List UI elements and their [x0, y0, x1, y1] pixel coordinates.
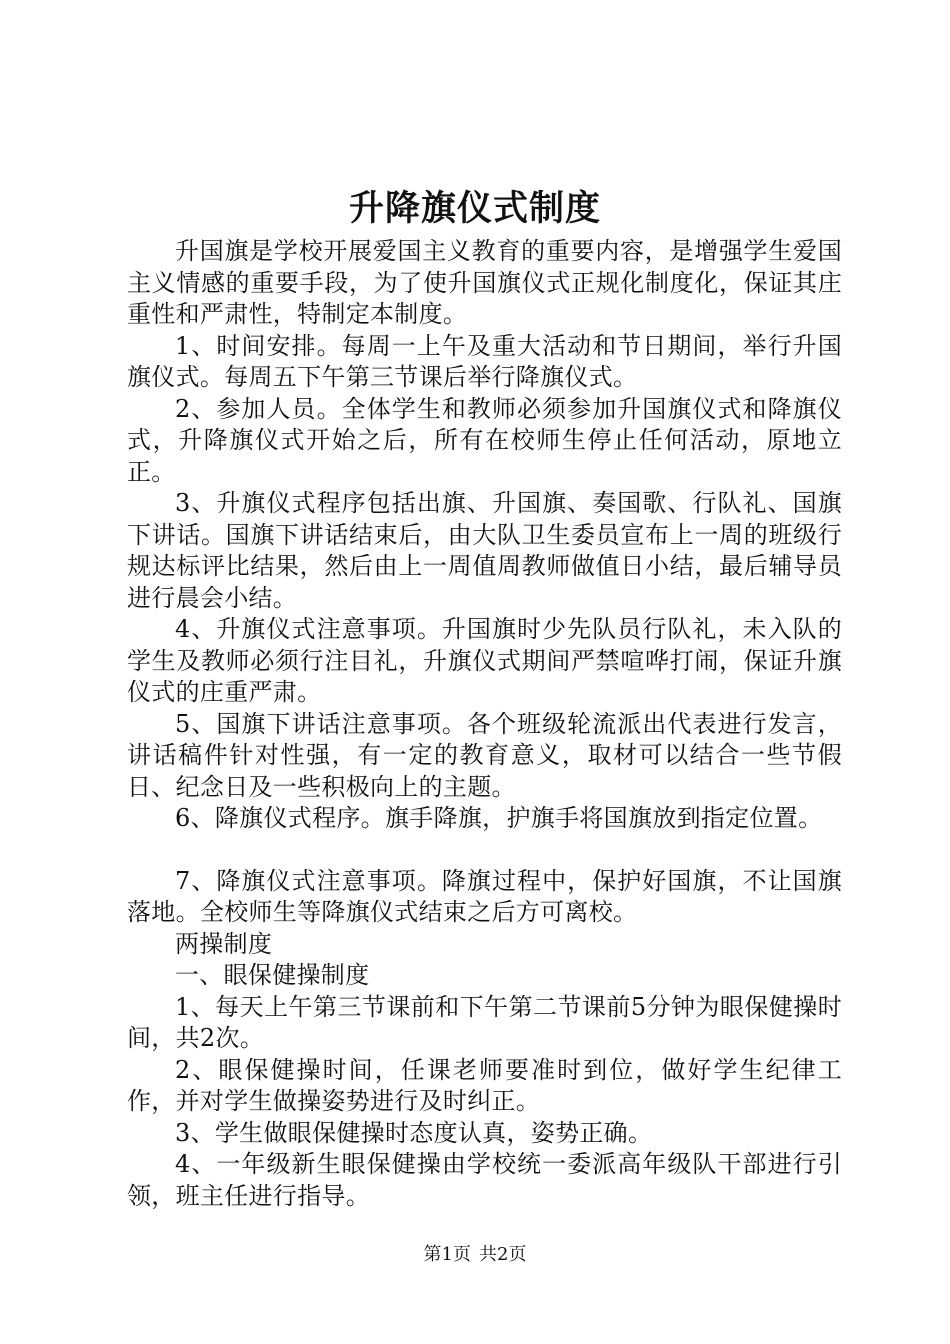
- page-total: 共2页: [479, 1244, 527, 1265]
- paragraph-eye-attitude: 3、学生做眼保健操时态度认真，姿势正确。: [175, 1118, 653, 1147]
- paragraph-eye-teacher: 2、眼保健操时间，任课老师要准时到位，做好学生纪律工作，并对学生做操姿势进行及时纠正。: [127, 1055, 842, 1115]
- paragraph-raising-notes: 4、升旗仪式注意事项。升国旗时少先队员行队礼，未入队的学生及教师必须行注目礼，升旗仪式期间严禁喧哗打闹，保证升旗仪式的庄重严肃。: [127, 615, 842, 706]
- document-title: 升降旗仪式制度: [348, 188, 601, 229]
- paragraph-intro: 升国旗是学校开展爱国主义教育的重要内容，是增强学生爱国主义情感的重要手段，为了使升国旗仪式正规化制度化，保证其庄重性和严肃性，特制定本制度。: [127, 237, 842, 328]
- document-body: [127, 236, 842, 1212]
- section-heading-eye-exercise: 一、眼保健操制度: [175, 961, 370, 989]
- page-number: 第1页: [423, 1244, 471, 1265]
- section-heading-exercises: 两操制度: [175, 929, 273, 958]
- paragraph-schedule: 1、时间安排。每周一上午及重大活动和节日期间，举行升国旗仪式。每周五下午第三节课后举行降旗仪式。: [127, 331, 842, 391]
- paragraph-eye-freshmen: 4、一年级新生眼保健操由学校统一委派高年级队干部进行引领，班主任进行指导。: [127, 1150, 842, 1210]
- page-footer: [0, 1243, 950, 1267]
- paragraph-raising-procedure: 3、升旗仪式程序包括出旗、升国旗、奏国歌、行队礼、国旗下讲话。国旗下讲话结束后，由大队卫生委员宣布上一周的班级行规达标评比结果，然后由上一周值周教师做值日小结，最后辅导员进行晨会小结。: [127, 489, 842, 612]
- paragraph-participants: 2、参加人员。全体学生和教师必须参加升国旗仪式和降旗仪式，升降旗仪式开始之后，所有在校师生停止任何活动，原地立正。: [127, 394, 842, 486]
- paragraph-speech-notes: 5、国旗下讲话注意事项。各个班级轮流派出代表进行发言，讲话稿件针对性强，有一定的教育意义，取材可以结合一些节假日、纪念日及一些积极向上的主题。: [127, 709, 842, 801]
- paragraph-lowering-notes: 7、降旗仪式注意事项。降旗过程中，保护好国旗，不让国旗落地。全校师生等降旗仪式结束之后方可离校。: [127, 866, 842, 926]
- paragraph-eye-time: 1、每天上午第三节课前和下午第二节课前5分钟为眼保健操时间，共2次。: [127, 992, 842, 1052]
- paragraph-lowering-procedure: 6、降旗仪式程序。旗手降旗，护旗手将国旗放到指定位置。: [175, 804, 823, 832]
